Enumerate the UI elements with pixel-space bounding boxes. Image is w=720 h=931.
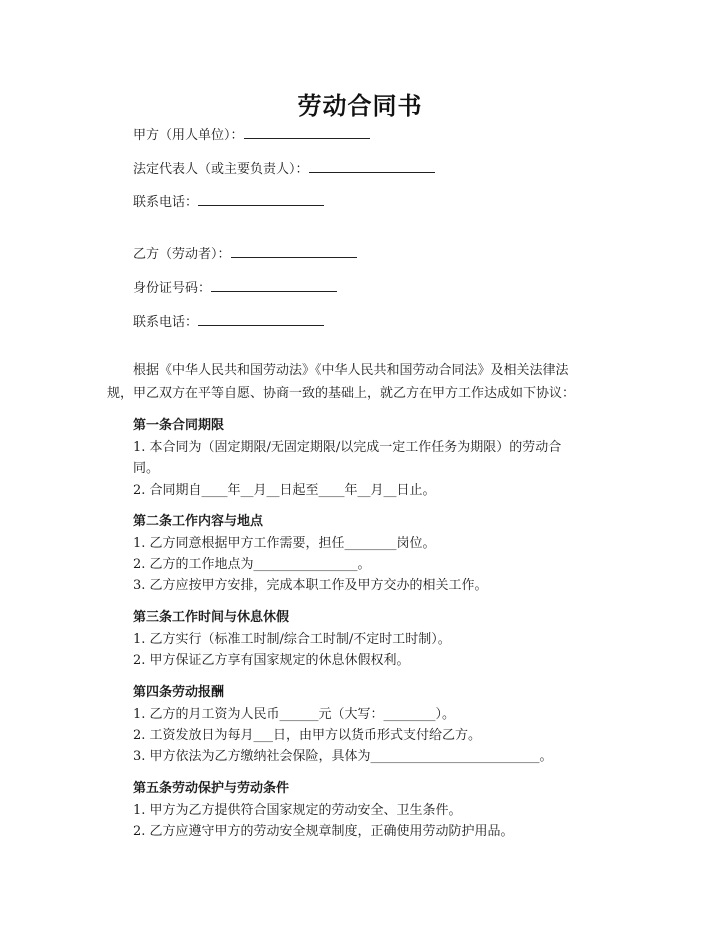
party-b-phone-label: 联系电话： [133, 315, 199, 330]
article-5-item-2: 2. 乙方应遵守甲方的劳动安全规章制度，正确使用劳动防护用品。 [133, 824, 514, 839]
article-2-item-2: 2. 乙方的工作地点为________________。 [133, 557, 371, 572]
party-a-unit-blank [244, 126, 370, 139]
party-a-phone-blank [198, 193, 324, 206]
party-a-unit-label: 甲方（用人单位）： [133, 128, 244, 143]
article-1-item-2: 2. 合同期自____年__月__日起至____年__月__日止。 [133, 483, 436, 498]
article-4-item-3: 3. 甲方依法为乙方缴纳社会保险，具体为__________________________。 [133, 749, 553, 764]
party-b-worker-blank [231, 245, 357, 258]
party-b-worker-label: 乙方（劳动者）： [133, 247, 231, 262]
party-b-id-line [133, 279, 337, 297]
intro-line-2: 规，甲乙双方在平等自愿、协商一致的基础上，就乙方在甲方工作达成如下协议： [107, 386, 576, 401]
article-2-heading: 第二条工作内容与地点 [133, 514, 264, 529]
article-1-item-1: 1. 本合同为（固定期限/无固定期限/以完成一定工作任务为期限）的劳动合 [133, 440, 562, 455]
party-a-rep-label: 法定代表人（或主要负责人）： [133, 162, 309, 177]
party-b-phone-line [133, 313, 324, 331]
party-b-worker-line [133, 245, 357, 263]
party-a-rep-blank [309, 160, 435, 173]
article-2-item-1: 1. 乙方同意根据甲方工作需要，担任________岗位。 [133, 536, 436, 551]
article-1-heading: 第一条合同期限 [133, 418, 225, 433]
article-4-item-1: 1. 乙方的月工资为人民币______元（大写：________）。 [133, 707, 456, 722]
party-b-phone-blank [198, 313, 324, 326]
party-a-phone-label: 联系电话： [133, 195, 199, 210]
article-5-heading: 第五条劳动保护与劳动条件 [133, 781, 290, 796]
document-title: 劳动合同书 [297, 91, 423, 120]
party-b-id-blank [211, 279, 337, 292]
party-b-id-label: 身份证号码： [133, 281, 212, 296]
article-5-item-1: 1. 甲方为乙方提供符合国家规定的劳动安全、卫生条件。 [133, 803, 462, 818]
article-2-item-3: 3. 乙方应按甲方安排，完成本职工作及甲方交办的相关工作。 [133, 578, 488, 593]
party-a-unit-line [133, 126, 370, 144]
article-4-item-2: 2. 工资发放日为每月___日，由甲方以货币形式支付给乙方。 [133, 728, 482, 743]
article-3-heading: 第三条工作时间与休息休假 [133, 610, 290, 625]
intro-line-1: 根据《中华人民共和国劳动法》《中华人民共和国劳动合同法》及相关法律法 [133, 363, 569, 378]
article-4-heading: 第四条劳动报酬 [133, 685, 225, 700]
article-3-item-1: 1. 乙方实行（标准工时制/综合工时制/不定时工时制）。 [133, 632, 451, 647]
party-a-phone-line [133, 193, 324, 211]
article-1-item-1-cont: 同。 [133, 461, 160, 476]
party-a-rep-line [133, 160, 435, 178]
article-3-item-2: 2. 甲方保证乙方享有国家规定的休息休假权利。 [133, 653, 410, 668]
